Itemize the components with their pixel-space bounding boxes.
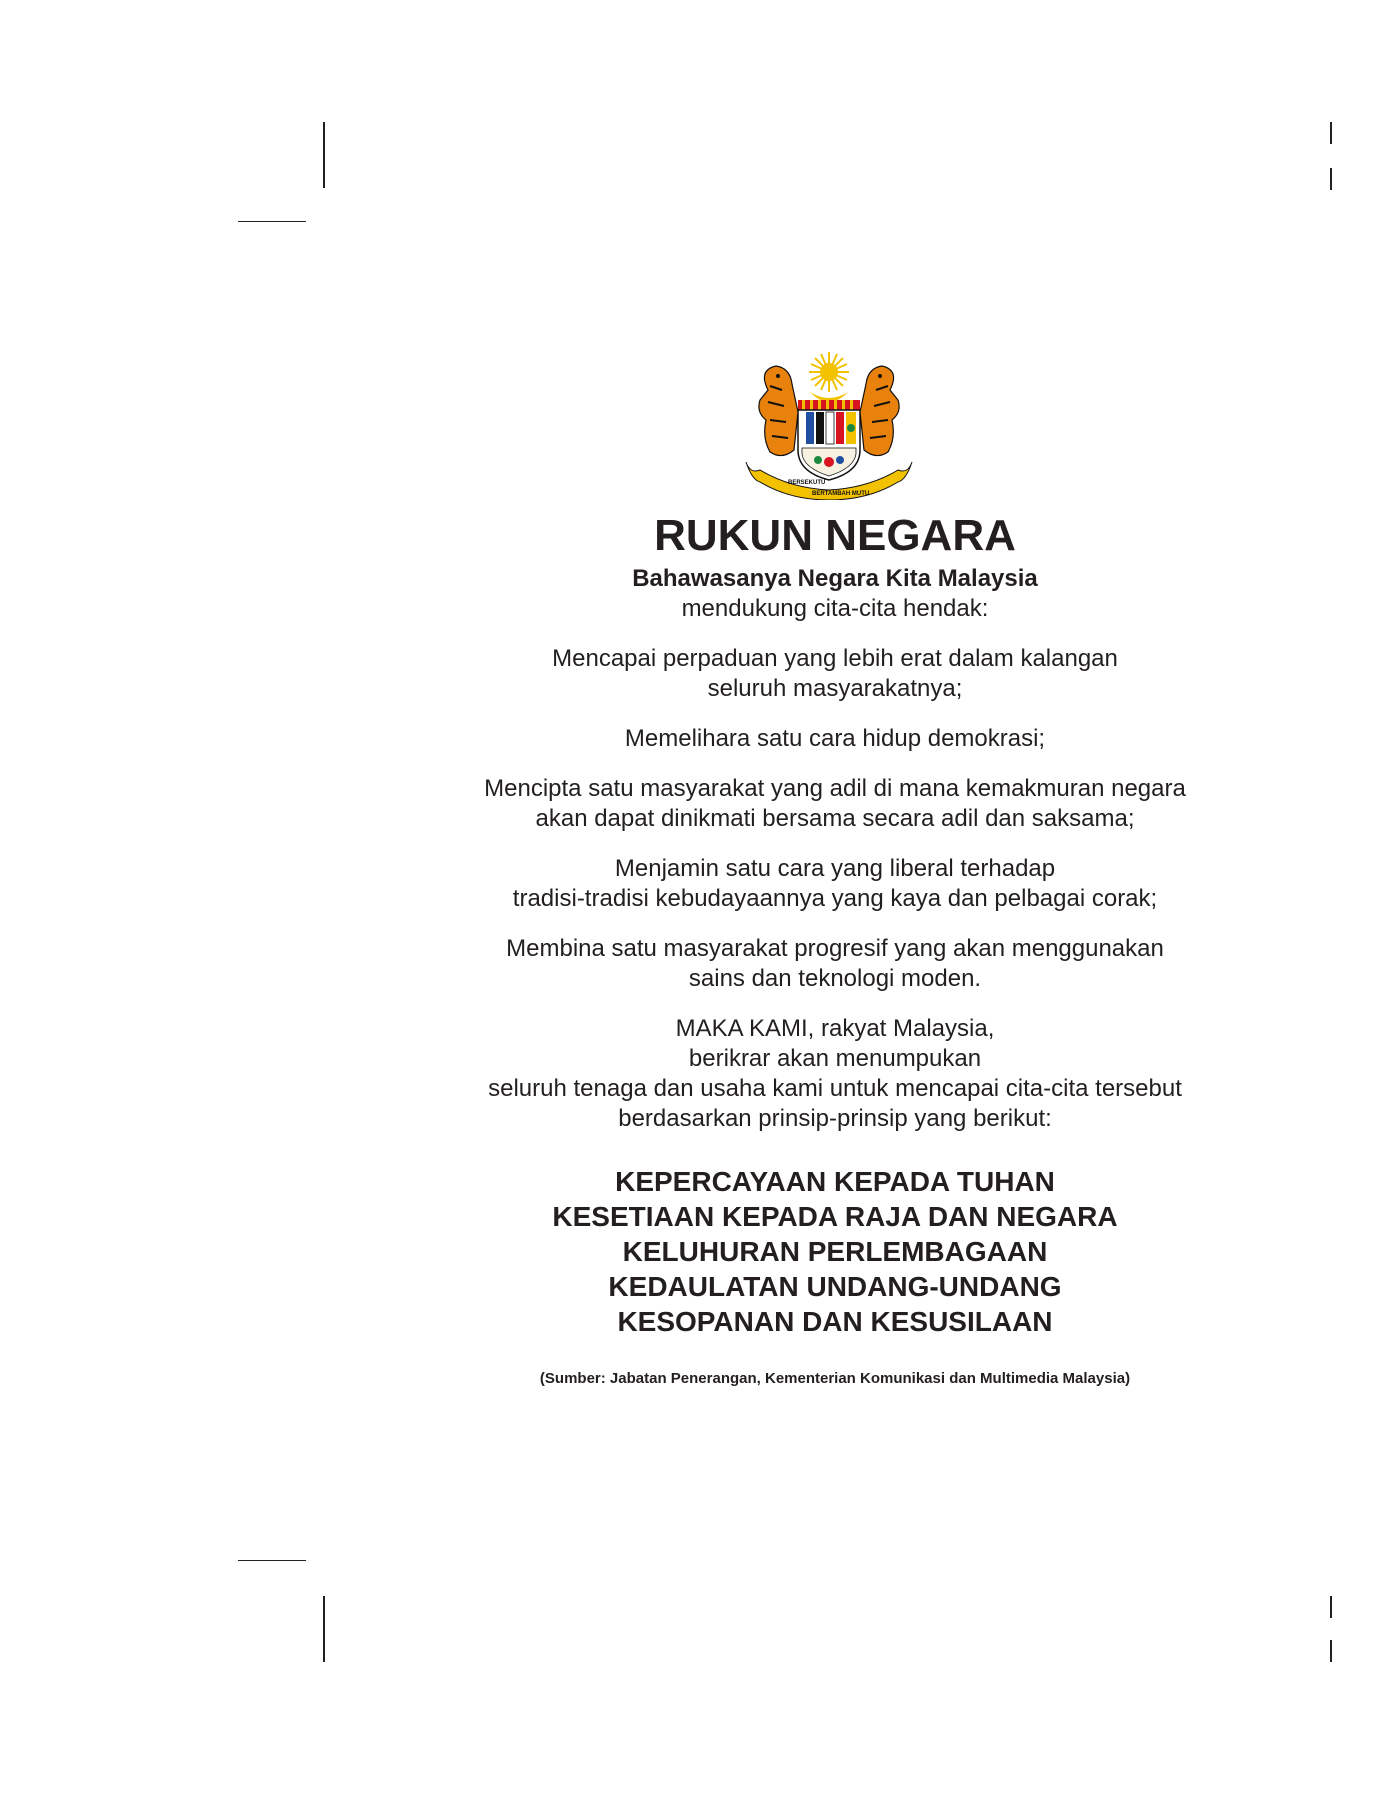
crop-mark [1330, 122, 1332, 144]
aim-line: akan dapat dinikmati bersama secara adil dan saksama; [535, 805, 1135, 832]
tiger-icon [860, 366, 899, 456]
principle-item: KEDAULATAN UNDANG-UNDANG [608, 1271, 1062, 1302]
subtitle: Bahawasanya Negara Kita Malaysia [632, 565, 1038, 592]
aim-paragraph [440, 724, 1230, 754]
aim-paragraph [440, 774, 1230, 834]
aim-line: Mencapai perpaduan yang lebih erat dalam kalangan [552, 645, 1118, 672]
pledge-line: seluruh tenaga dan usaha kami untuk mencapai cita-cita tersebut [488, 1075, 1182, 1102]
aim-line: Menjamin satu cara yang liberal terhadap [614, 855, 1056, 882]
principle-item: KEPERCAYAAN KEPADA TUHAN [615, 1166, 1055, 1197]
aim-paragraph [440, 644, 1230, 704]
source-note: (Sumber: Jabatan Penerangan, Kementerian Komunikasi dan Multimedia Malaysia) [539, 1370, 1131, 1387]
intro-text: mendukung cita-cita hendak: [681, 595, 989, 622]
pledge-paragraph [440, 1014, 1230, 1134]
aim-line: Memelihara satu cara hidup demokrasi; [624, 725, 1046, 752]
aim-line: seluruh masyarakatnya; [707, 675, 963, 702]
crop-mark [1330, 168, 1332, 190]
principle-item: KESETIAAN KEPADA RAJA DAN NEGARA [552, 1201, 1118, 1232]
aim-paragraph [440, 854, 1230, 914]
principles-list [440, 1164, 1230, 1339]
pledge-line: berikrar akan menumpukan [688, 1045, 982, 1072]
crop-mark [1330, 1596, 1332, 1618]
crop-mark [1330, 1640, 1332, 1662]
motto-right: BERTAMBAH MUTU [812, 491, 870, 497]
aim-line: Mencipta satu masyarakat yang adil di mana kemakmuran negara [484, 775, 1186, 802]
principle-item: KESOPANAN DAN KESUSILAAN [617, 1306, 1053, 1337]
pledge-line: berdasarkan prinsip-prinsip yang berikut: [618, 1105, 1052, 1132]
crop-mark [238, 221, 306, 222]
star-icon [809, 352, 849, 392]
crop-mark [323, 122, 325, 188]
malaysia-coat-of-arms-icon [740, 350, 918, 500]
crop-mark [323, 1596, 325, 1662]
aim-line: Membina satu masyarakat progresif yang akan menggunakan [506, 935, 1164, 962]
rukun-negara-document [440, 510, 1230, 1404]
crop-mark [238, 1560, 306, 1561]
motto-left: BERSEKUTU [788, 480, 826, 486]
pledge-line: MAKA KAMI, rakyat Malaysia, [675, 1015, 995, 1042]
aim-paragraph [440, 934, 1230, 994]
principle-item: KELUHURAN PERLEMBAGAAN [622, 1236, 1048, 1267]
page-title: RUKUN NEGARA [654, 511, 1016, 560]
aim-line: tradisi-tradisi kebudayaannya yang kaya dan pelbagai corak; [512, 885, 1158, 912]
aim-line: sains dan teknologi moden. [688, 965, 982, 992]
tiger-icon [759, 366, 798, 456]
